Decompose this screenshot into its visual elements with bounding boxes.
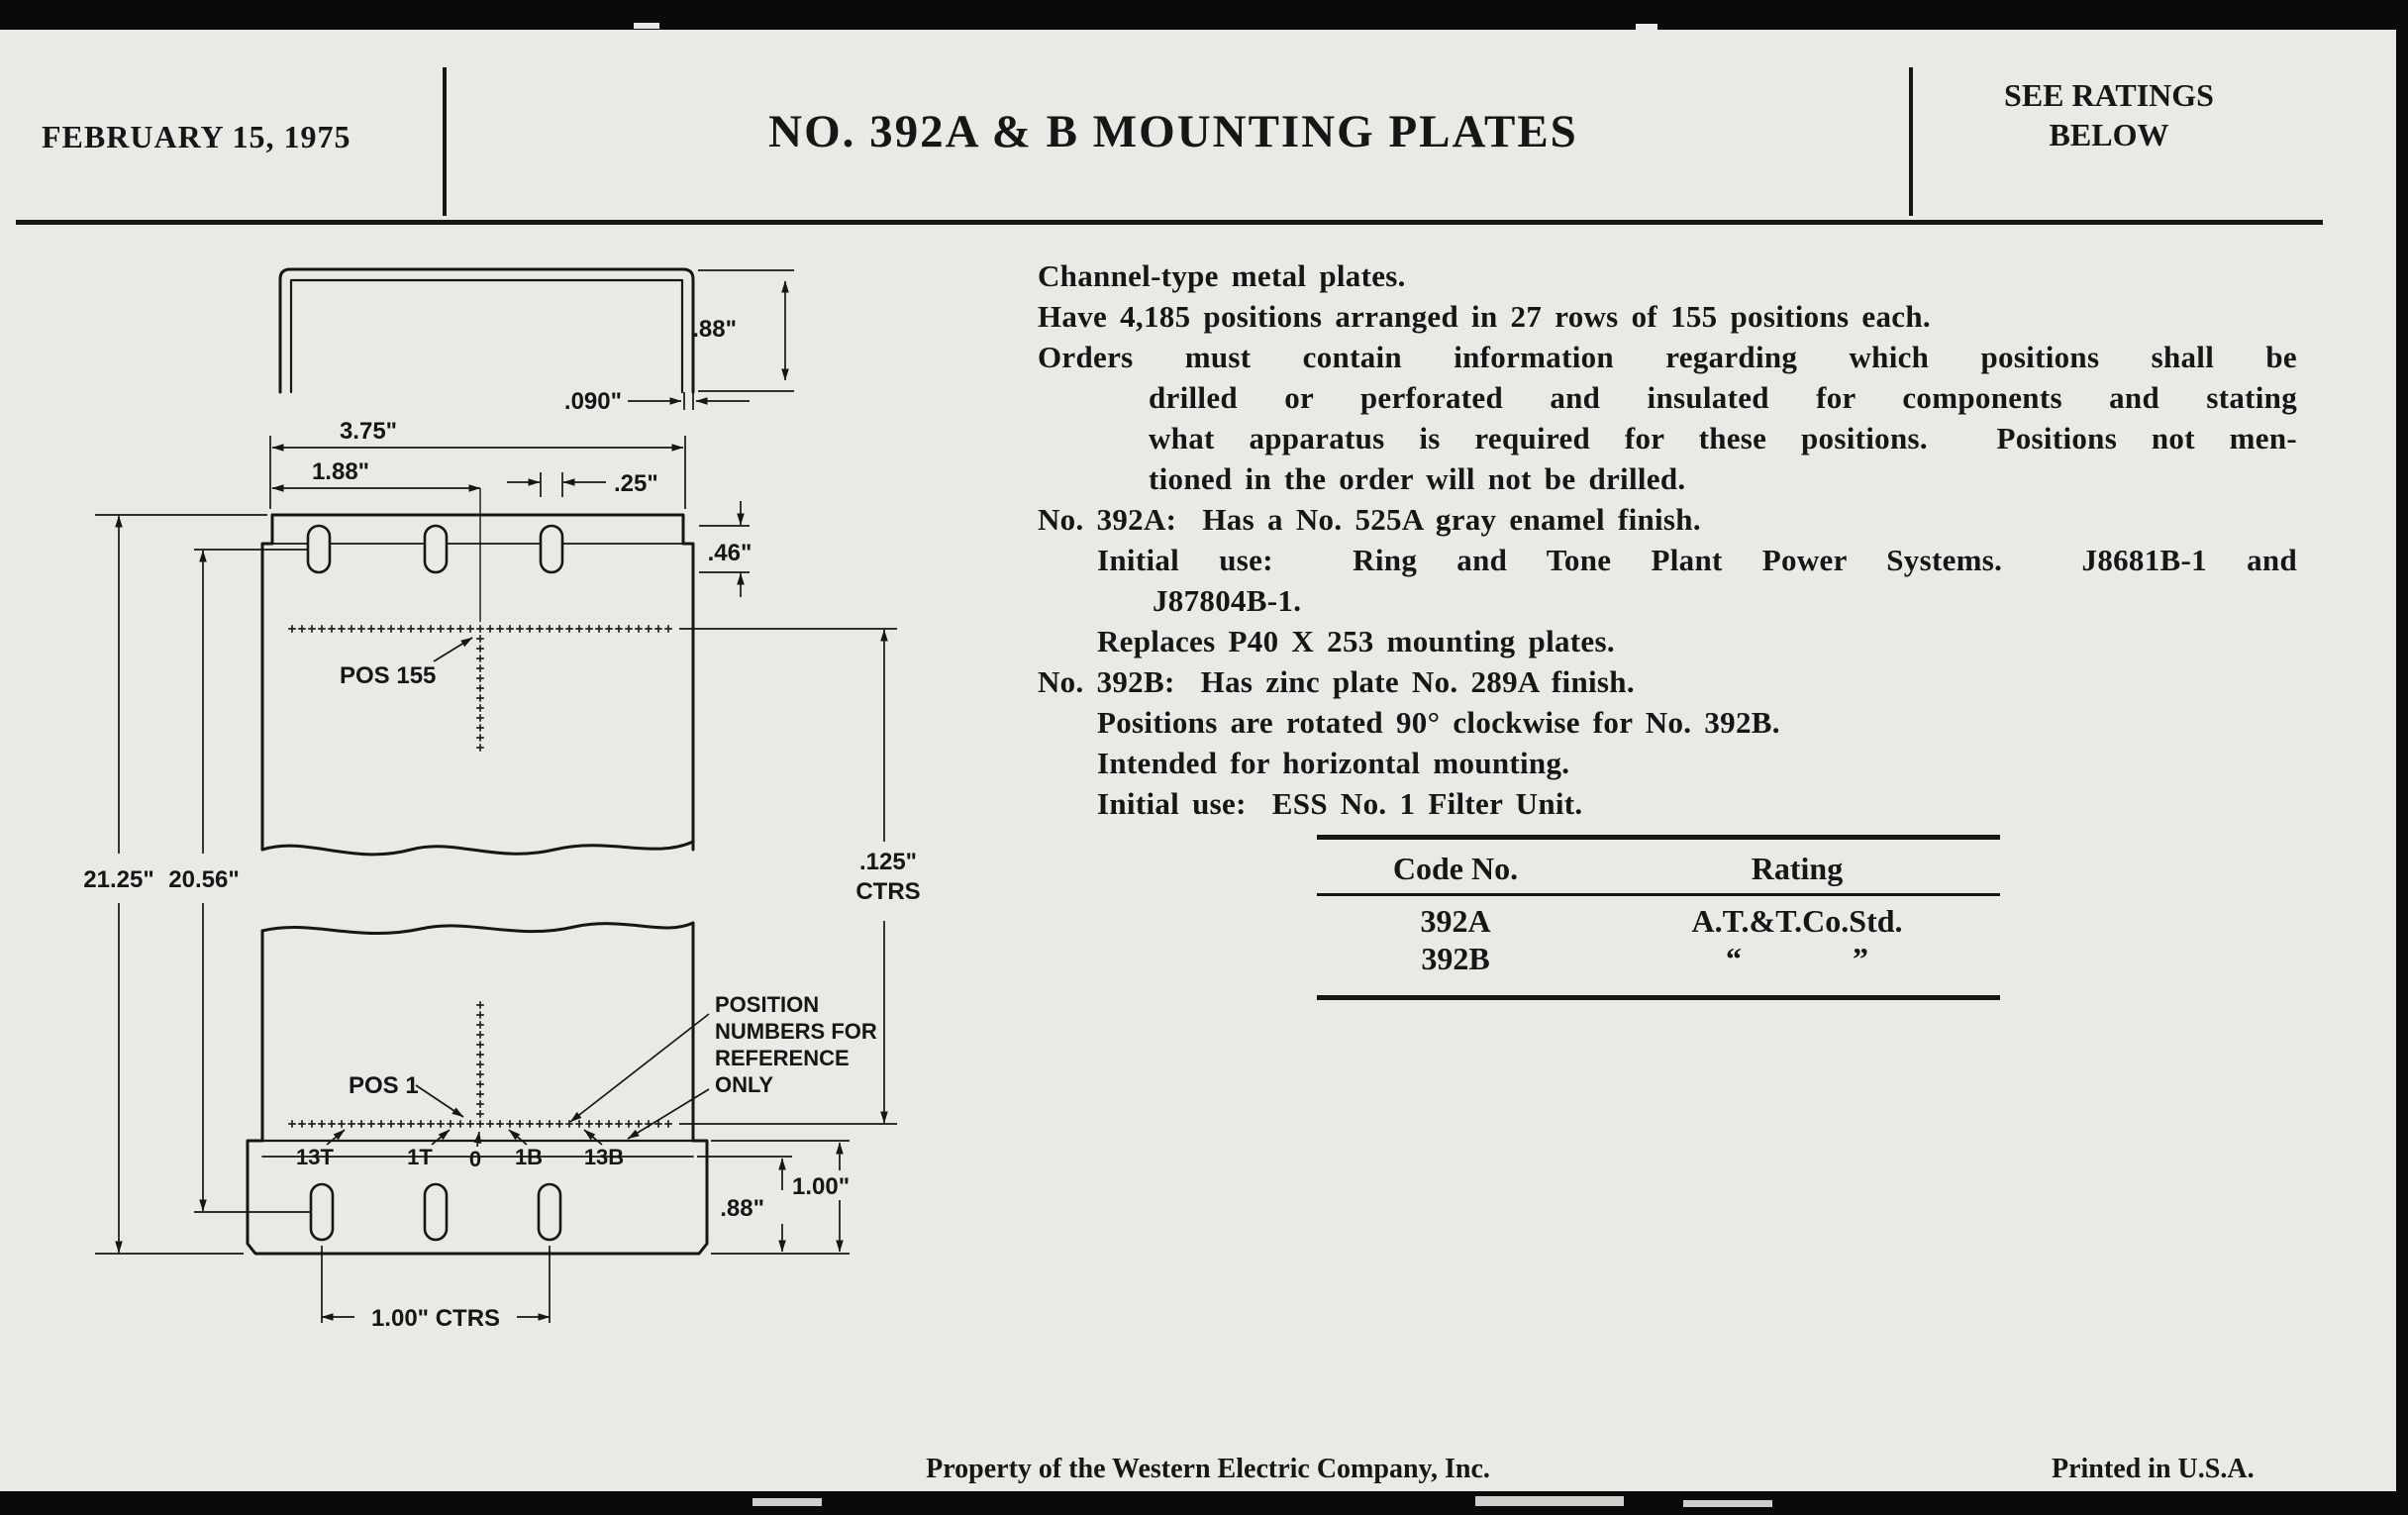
ratings-note-line1: SEE RATINGS (2004, 77, 2214, 113)
description-line: J87804B-1. (1153, 583, 1302, 618)
table-rule-bottom (1317, 995, 2000, 1000)
note-line2: NUMBERS FOR (715, 1019, 877, 1044)
scan-speck (1683, 1500, 1772, 1507)
rating-cell: “ ” (1726, 941, 1868, 976)
table-row (1317, 896, 2000, 940)
scan-speck (752, 1498, 822, 1506)
pos-label-13t: 13T (296, 1145, 334, 1169)
dim-ctrs-word: CTRS (855, 878, 921, 905)
description-line: what apparatus is required for these positions. Positions not men- (1149, 421, 2297, 455)
property-notice: Property of the Western Electric Company, Inc. (926, 1454, 1490, 1484)
printed-in-usa: Printed in U.S.A. (2052, 1454, 2255, 1484)
description-line: Positions are rotated 90° clockwise for No. 392B. (1097, 705, 1780, 740)
pos-label-0: 0 (468, 1147, 482, 1171)
table-row (1317, 940, 2000, 977)
dim-foot-100: 1.00" (792, 1173, 851, 1200)
description-line: No. 392A: Has a No. 525A gray enamel finish. (1038, 502, 1701, 537)
table-header-row (1317, 840, 2000, 893)
dim-slot-span: 20.56" (168, 866, 240, 893)
code-cell: 392A (1420, 903, 1491, 939)
scan-speck (1475, 1496, 1624, 1506)
document-date: FEBRUARY 15, 1975 (42, 119, 351, 154)
ratings-note (1911, 75, 2307, 154)
rating-cell: A.T.&T.Co.Std. (1691, 903, 1903, 939)
description-line: tioned in the order will not be drilled. (1149, 461, 1686, 496)
dim-ctrs-value: .125" (858, 849, 918, 875)
column-header-code: Code No. (1392, 851, 1519, 886)
label-pos-155: POS 155 (340, 662, 437, 689)
dimension-labels (83, 316, 920, 1332)
page-title: NO. 392A & B MOUNTING PLATES (768, 106, 1578, 157)
description-line: Initial use: ESS No. 1 Filter Unit. (1097, 786, 1583, 821)
ratings-table (1317, 835, 2000, 1000)
pos-label-1b: 1B (514, 1145, 544, 1169)
scan-speck (634, 23, 659, 29)
scan-speck (1636, 24, 1657, 30)
description-line: Have 4,185 positions arranged in 27 rows of 155 positions each. (1038, 299, 1931, 334)
dim-foot-88: .88" (720, 1195, 764, 1222)
description-line: Replaces P40 X 253 mounting plates. (1097, 624, 1615, 658)
description-text (1038, 255, 2297, 824)
description-line: drilled or perforated and insulated for components and stating (1149, 380, 2297, 415)
dim-flange-depth: .88" (692, 316, 737, 343)
description-line: No. 392B: Has zinc plate No. 289A finish. (1038, 664, 1635, 699)
column-header-rating: Rating (1751, 851, 1844, 886)
ratings-note-line2: BELOW (2049, 117, 2169, 152)
pos-label-13b: 13B (583, 1145, 625, 1169)
dim-center-offset: 1.88" (311, 458, 370, 485)
code-cell: 392B (1421, 941, 1490, 976)
description-line: Intended for horizontal mounting. (1097, 746, 1570, 780)
pos-label-1t: 1T (407, 1145, 433, 1169)
scan-top-bar (0, 0, 2408, 30)
scan-right-bar (2396, 0, 2408, 1515)
header-rule (16, 220, 2323, 225)
dim-slot-width: .25" (614, 470, 658, 497)
dimension-lines (95, 270, 897, 1323)
dim-width: 3.75" (339, 418, 398, 445)
note-line1: POSITION (715, 992, 820, 1017)
note-line4: ONLY (715, 1072, 774, 1097)
note-line3: REFERENCE (715, 1046, 850, 1070)
header-divider-left (443, 67, 447, 216)
dim-bottom-ctrs: 1.00" CTRS (370, 1305, 501, 1332)
label-pos-1: POS 1 (349, 1072, 419, 1099)
dim-overall-height: 21.25" (83, 866, 154, 893)
scan-bottom-bar (0, 1491, 2408, 1515)
description-line: Orders must contain information regarding which positions shall be (1038, 340, 2297, 374)
description-line: Initial use: Ring and Tone Plant Power Systems. J8681B-1 and (1097, 543, 2297, 577)
mounting-plate-drawing (59, 248, 951, 1347)
description-line: Channel-type metal plates. (1038, 258, 1406, 293)
position-marks (287, 624, 673, 1129)
dim-slot-height: .46" (707, 540, 752, 566)
dim-thickness: .090" (563, 388, 622, 415)
